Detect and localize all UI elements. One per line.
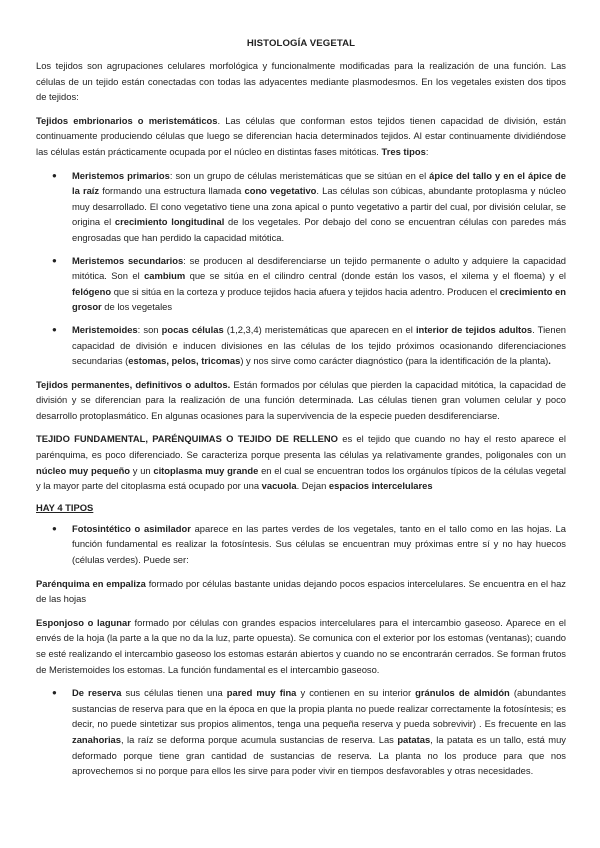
list-item-reserva: ● De reserva sus células tienen una pared muy fina y contienen en su interior gránulos de almidón (abundantes sustancias de reserva para que en la época en que la propia planta no puede realizar correctamente la fotosíntesis; es decir, no puede sintetizar sus propios alimentos, tenga una pequeña reserva y pueda sobrevivir) . Es frecuente en las zanahorias, la raíz se deforma porque acumula sustancias de reserva. Las patatas, la patata es un tallo, está muy deformado porque tiene gran cantidad de sustancias de reserva. La planta no los produce para que nos aprovechemos si no porque para ellos les sirve para poder vivir en tiempos desfavorables y otras necesidades. [52, 687, 566, 777]
intro-paragraph: Los tejidos son agrupaciones celulares morfológica y funcionalmente modificadas para la realización de una función. Las células de un tejido están conectadas con todas las adyacentes mediante plasmodesmos. En los vegetales existen dos tipos de tejidos: [36, 60, 566, 103]
empalizada-heading: Parénquima en empaliza [36, 577, 146, 589]
hay-tipos-heading: HAY 4 TIPOS [36, 501, 94, 513]
list-item-meristemoides: ● Meristemoides: son pocas células (1,2,3,4) meristemáticas que aparecen en el interior de tejidos adultos. Tienen capacidad de división e inducen divisiones en las células de los tejido próximos ocasionando diferenciaciones secundarias (estomas, pelos, tricomas) y nos sirve como carácter diagnóstico (para la identificación de la planta). [52, 323, 567, 367]
list-item-fotosintetico: ● Fotosintético o asimilador aparece en las partes verdes de los vegetales, tanto en el tallo como en las hojas. La función fundamental es realizar la fotosíntesis. Sus células se encuentran muy próximas entre sí y no hay huecos (células verdes). Puede ser: [52, 522, 566, 566]
bullet-icon: ● [52, 255, 57, 265]
esponjoso-paragraph: Esponjoso o lagunar formado por células con grandes espacios intercelulares para el intercambio gaseoso. Aparece en el envés de la hoja (la parte a la que no da la luz, parte opuesta). Se comunica con el exterior por los estomas (ventanas); cuando se esté realizando el intercambio gaseoso los estomas estarán abiertos y cuando no se encontrarán cerrados. Se forman frutos de Meristemoides los estomas. La función fundamental es el intercambio gaseoso. [36, 616, 566, 675]
bullet-icon: ● [52, 324, 57, 334]
fundamental-paragraph: TEJIDO FUNDAMENTAL, PARÉNQUIMAS O TEJIDO DE RELLENO es el tejido que cuando no hay el resto aparece el parénquima, es poco diferenciado. Se caracteriza porque presenta las células ya relativamente grandes, poligonales con un núcleo muy pequeño y un citoplasma muy grande en el cual se encuentran todos los orgánulos típicos de la células vegetal y la mayor parte del citoplasma está ocupado por una vacuola. Dejan espacios intercelulares [36, 433, 566, 492]
fundamental-heading: TEJIDO FUNDAMENTAL, PARÉNQUIMAS O TEJIDO DE RELLENO [36, 433, 338, 445]
reserva-list [36, 685, 566, 779]
meristem-list [36, 168, 566, 369]
page-title: HISTOLOGÍA VEGETAL [246, 38, 356, 49]
bullet-icon: ● [52, 523, 57, 533]
bullet-icon: ● [52, 170, 57, 180]
parenquima-list [36, 521, 566, 568]
esponjoso-heading: Esponjoso o lagunar [36, 616, 131, 628]
list-item-primarios: ● Meristemos primarios: son un grupo de células meristemáticas que se sitúan en el ápice del tallo y en el ápice de la raíz formando una estructura llamada cono vegetativo. Las células son cúbicas, abundante protoplasma y núcleo muy desarrollado. El cono vegetativo tiene una zona apical o punto vegetativo a partir del cual, por división celular, se origina el crecimiento longitudinal de los vegetales. Por debajo del cono se encuentran células con paredes más engrosadas que han perdido la capacidad mitótica. [52, 169, 567, 243]
permanentes-paragraph: Tejidos permanentes, definitivos o adultos. Están formados por células que pierden la capacidad mitótica, la capacidad de división y se diferencian para la realización de una función determinada. Las células tienen gran volumen celular y poco desarrollo protoplasmático. En algunas ocasiones para la supervivencia de la especie pueden desdiferenciarse. [36, 378, 567, 421]
embrionarios-heading: Tejidos embrionarios o meristemáticos [36, 114, 218, 126]
list-item-secundarios: ● Meristemos secundarios: se producen al desdiferenciarse un tejido permanente o adulto y adquiere la capacidad mitótica. Son el cambium que se sitúa en el cilindro central (donde están los vasos, el xilema y el floema) y el felógeno que si sitúa en la corteza y produce tejidos hacia afuera y tejidos hacia adentro. Producen el crecimiento en grosor de los vegetales [52, 254, 567, 313]
tres-tipos-label: Tres tipos [381, 145, 426, 157]
empalizada-paragraph: Parénquima en empaliza formado por células bastante unidas dejando pocos espacios intercelulares. Se encuentra en el haz de las hojas [36, 577, 566, 605]
permanentes-heading: Tejidos permanentes, definitivos o adultos. [36, 378, 231, 390]
embrionarios-paragraph: Tejidos embrionarios o meristemáticos. Las células que conforman estos tejidos tienen capacidad de división, están continuamente produciendo células que luego se diferencian hacia determinados tejidos. Al estar continuamente dividiéndose las células están prácticamente ocupada por el núcleo en distintas fases mitóticas. Tres tipos: [36, 114, 567, 157]
bullet-icon: ● [52, 688, 57, 698]
